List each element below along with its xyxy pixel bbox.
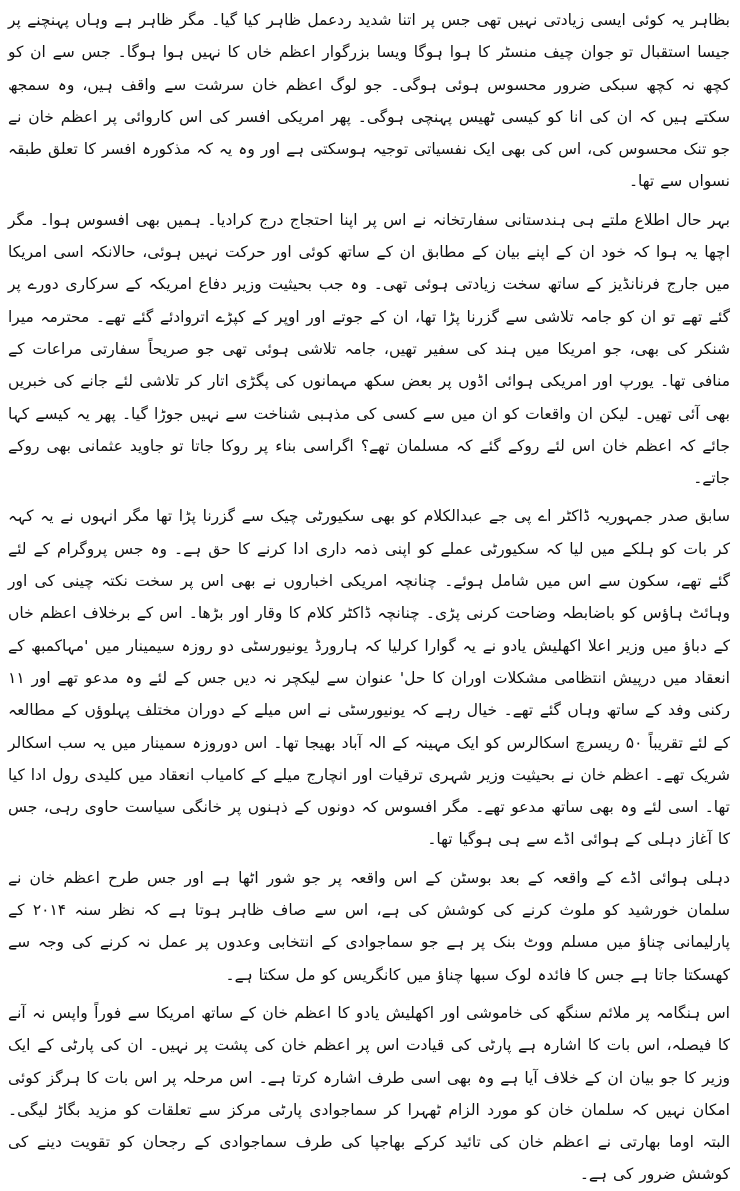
article-paragraph-1: بظاہر یہ کوئی ایسی زیادتی نہیں تھی جس پر اتنا شدید ردعمل ظاہر کیا گیا۔ مگر ظاہر ہے وہاں پہنچنے پر جیسا استقبال تو جوان چیف منسٹر کا ہوا ہوگا ویسا بزرگوار اعظم خاں کا نہیں ہوا ہوگا۔ جس سے ان کو کچھ نہ کچھ سبکی ضرور محسوس ہوئی ہوگی۔ جو لوگ اعظم خان سرشت سے واقف ہیں، وہ سمجھ سکتے ہیں کہ ان کی انا کو کیسی ٹھیس پہنچی ہوگی۔ پھر امریکی افسر کی اس کاروائی پر اعظم خان نے جو تنک محسوس کی، اس کی بھی ایک نفسیاتی توجیہ ہوسکتی ہے اور وہ یہ کہ مذکورہ افسر کا تعلق طبقہ نسواں سے تھا۔ bbox=[8, 11, 730, 191]
article-paragraph-5: اس ہنگامہ پر ملائم سنگھ کی خاموشی اور اکھلیش یادو کا اعظم خان کے ساتھ امریکا سے فوراً واپس نہ آنے کا فیصلہ، اس بات کا اشارہ ہے پارٹی کی قیادت اس پر اعظم خان کی پشت پر نہیں۔ ان کی پارٹی کے ایک وزیر کا جو بیان ان کے خلاف آیا ہے وہ بھی اسی طرف اشارہ کرتا ہے۔ اس مرحلہ پر اس بات کا ہرگز کوئی امکان نہیں کہ سلمان خان کو مورد الزام ٹھہرا کر سماجوادی پارٹی مرکز سے تعلقات کو مزید بگاڑ لیگی۔ البتہ اوما بھارتی نے اعظم خان کی تائید کرکے بھاجپا کی طرف سماجوادی کے رجحان کو تقویت دینے کی کوشش ضرور کی ہے۔ bbox=[8, 1003, 730, 1184]
article-paragraph-4: دہلی ہوائی اڈے کے واقعہ کے بعد بوسٹن کے اس واقعہ پر جو شور اٹھا ہے اور جس طرح اعظم خان نے سلمان خورشید کو ملوث کرنے کی کوشش کی ہے، اس سے صاف ظاہر ہوتا ہے کہ نظر سنہ ۲۰۱۴ کے پارلیمانی چناؤ میں مسلم ووٹ بنک پر ہے جو سماجوادی کے انتخابی وعدوں پر عمل نہ کرنے کی وجہ سے کھسکتا جاتا ہے جس کا فائدہ لوک سبھا چناؤ میں کانگریس کو مل سکتا ہے۔ bbox=[8, 868, 730, 984]
article-paragraph-3: سابق صدر جمہوریہ ڈاکٹر اے پی جے عبدالکلام کو بھی سکیورٹی چیک سے گزرنا پڑا تھا مگر انہوں نے یہ کہہ کر بات کو ہلکے میں لیا کہ سکیورٹی عملے کو اپنی ذمہ داری ادا کرنے کا حق ہے۔ وہ جس پروگرام کے لئے گئے تھے، سکون سے اس میں شامل ہوئے۔ چنانچہ امریکی اخباروں نے بھی اس پر سخت نکتہ چینی کی اور وہائٹ ہاؤس کو باضابطہ وضاحت کرنی پڑی۔ چنانچہ ڈاکٹر کلام کا وقار اور بڑھا۔ اس کے برخلاف اعظم خاں کے دباؤ میں وزیر اعلا اکھلیش یادو نے یہ گوارا کرلیا کہ ہارورڈ یونیورسٹی دو روزہ سیمینار میں 'مہاکمبھ کے انعقاد میں درپیش انتظامی مشکلات اوران کا حل' عنوان سے لیکچر نہ دیں جس کے لئے وہ مدعو تھے اور ۱۱ رکنی وفد کے ساتھ وہاں گئے تھے۔ خیال رہے کہ یونیورسٹی نے اس میلے کے دوران مختلف پہلوؤں کے مطالعہ کے لئے تقریباً ۵۰ ریسرچ اسکالرس کو ایک مہینہ کے الہ آباد بھیجا تھا۔ اس دوروزہ سمینار میں یہ سب اسکالر شریک تھے۔ اعظم خان نے بحیثیت وزیر شہری ترقیات اور انچارج میلے کے کامیاب انعقاد میں کلیدی رول ادا کیا تھا۔ اسی لئے وہ بھی ساتھ مدعو تھے۔ مگر افسوس کہ دونوں کے ذہنوں پر خانگی سیاست حاوی رہی، جس کا آغاز دہلی کے ہوائی اڈے سے ہی ہوگیا تھا۔ bbox=[8, 507, 730, 849]
article-paragraph-2: بہر حال اطلاع ملتے ہی ہندستانی سفارتخانہ نے اس پر اپنا احتجاج درج کرادیا۔ ہمیں بھی افسوس ہوا۔ مگر اچھا یہ ہوا کہ خود ان کے اپنے بیان کے مطابق ان کے ساتھ کوئی اور حرکت نہیں ہوئی، حالانکہ اسی امریکا میں جارج فرنانڈیز کے ساتھ سخت زیادتی ہوئی تھی۔ وہ جب بحیثیت وزیر دفاع امریکہ کے سرکاری دورے پر گئے تھے تو ان کو جامہ تلاشی سے گزرنا پڑا تھا، ان کے جوتے اور اوپر کے کپڑے اتروادئے گئے تھے۔ محترمہ میرا شنکر کی بھی، جو امریکا میں ہند کی سفیر تھیں، جامہ تلاشی ہوئی تھی جو صریحاً سفارتی مراعات کے منافی تھا۔ یورپ اور امریکی ہوائی اڈوں پر بعض سکھ مہمانوں کی پگڑی اتار کر تلاشی لئے جانے کی خبریں بھی آئی تھیں۔ لیکن ان واقعات کو ان میں سے کسی کی مذہبی شناخت سے نہیں جوڑا گیا۔ پھر یہ کیسے کہا جائے کہ اعظم خان اس لئے روکے گئے کہ مسلمان تھے؟ اگراسی بناء پر روکا جاتا تو جاوید عثمانی بھی روکے جاتے۔ bbox=[8, 210, 730, 488]
